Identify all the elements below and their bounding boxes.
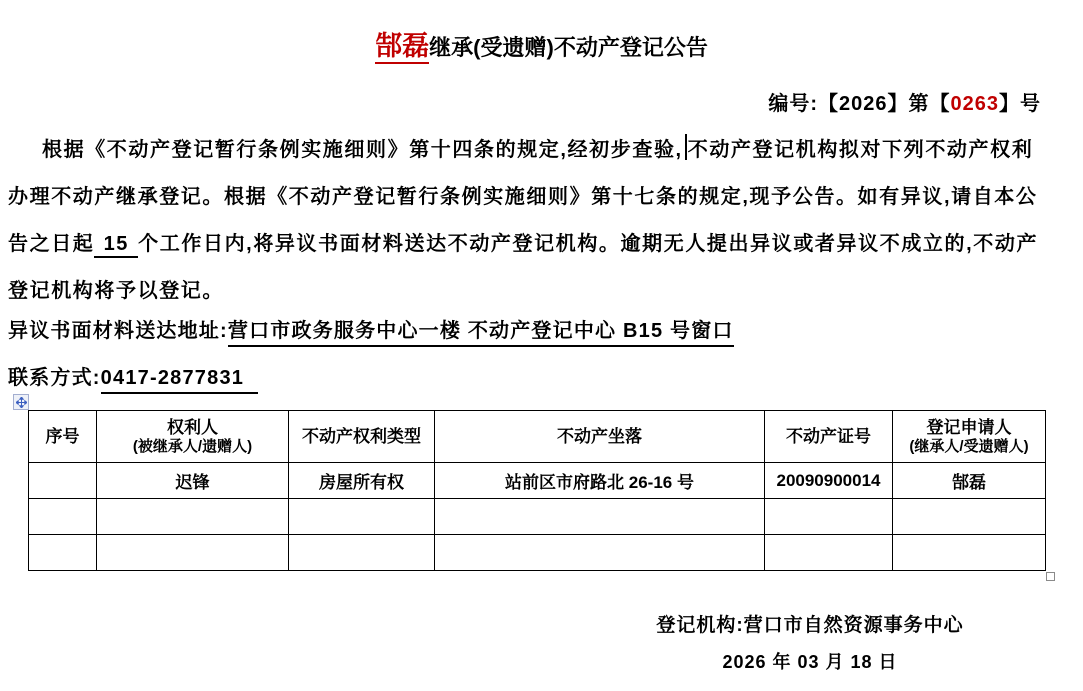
- cell-serial[interactable]: [29, 463, 97, 499]
- cell-right-type[interactable]: [289, 535, 435, 571]
- body-line-1-pre: 根据《不动产登记暂行条例实施细则》第十四条的规定,经初步查验,: [42, 139, 683, 161]
- cell-cert-number[interactable]: [765, 499, 893, 535]
- doc-number-prefix: 编号:【2026】第【: [768, 93, 951, 115]
- cell-applicant[interactable]: [893, 535, 1046, 571]
- doc-number-line[interactable]: [768, 87, 1041, 116]
- table-resize-icon[interactable]: [1046, 572, 1055, 581]
- objection-days-value: 15: [94, 233, 138, 258]
- body-line-4[interactable]: [8, 274, 1078, 303]
- cell-cert-number[interactable]: [765, 535, 893, 571]
- table-row: [29, 499, 1046, 535]
- header-cert-number[interactable]: 不动产证号: [765, 411, 893, 463]
- body-line-2-text: 办理不动产继承登记。根据《不动产登记暂行条例实施细则》第十七条的规定,现予公告。如有异议,请自本公: [8, 186, 1038, 208]
- table-header-row: [29, 411, 1046, 463]
- cell-right-type[interactable]: [289, 499, 435, 535]
- address-value: 营口市政务服务中心一楼 不动产登记中心 B15 号窗口: [228, 320, 734, 347]
- address-line[interactable]: [8, 314, 1078, 343]
- contact-label: 联系方式:: [8, 367, 101, 389]
- body-line-1[interactable]: [8, 133, 1078, 162]
- cell-location[interactable]: [435, 535, 765, 571]
- cell-cert-number[interactable]: 20090900014: [765, 463, 893, 499]
- header-applicant[interactable]: 登记申请人 (继承人/受遗赠人): [893, 411, 1046, 463]
- cell-right-type[interactable]: 房屋所有权: [289, 463, 435, 499]
- header-right-type[interactable]: 不动产权利类型: [289, 411, 435, 463]
- table-row: [29, 463, 1046, 499]
- address-label: 异议书面材料送达地址:: [8, 320, 228, 342]
- footer-block: [610, 610, 1010, 674]
- header-right-holder[interactable]: 权利人 (被继承人/遗赠人): [97, 411, 289, 463]
- registration-org[interactable]: 登记机构:营口市自然资源事务中心: [656, 615, 964, 636]
- header-serial[interactable]: 序号: [29, 411, 97, 463]
- title-rest: 继承(受遗赠)不动产登记公告: [429, 35, 708, 60]
- title-applicant-name: 郜磊: [375, 31, 429, 64]
- cell-right-holder[interactable]: [97, 499, 289, 535]
- page-title[interactable]: [0, 30, 1083, 64]
- cell-right-holder[interactable]: [97, 535, 289, 571]
- cell-right-holder[interactable]: 迟锋: [97, 463, 289, 499]
- table-row: [29, 535, 1046, 571]
- contact-line[interactable]: [8, 361, 1078, 390]
- doc-number-suffix: 】号: [999, 93, 1041, 115]
- body-line-4-text: 登记机构将予以登记。: [8, 280, 224, 302]
- move-arrows-icon: [16, 397, 27, 408]
- cell-applicant[interactable]: [893, 499, 1046, 535]
- table-move-icon[interactable]: [13, 394, 29, 410]
- body-line-3-post: 个工作日内,将异议书面材料送达不动产登记机构。逾期无人提出异议或者异议不成立的,不动产: [138, 233, 1039, 255]
- doc-number-value: 0263: [950, 93, 999, 115]
- contact-phone-value: 0417-2877831: [101, 367, 258, 394]
- cell-serial[interactable]: [29, 499, 97, 535]
- cell-serial[interactable]: [29, 535, 97, 571]
- body-line-1-post: 不动产登记机构拟对下列不动产权利: [687, 139, 1034, 161]
- body-line-3-pre: 告之日起: [8, 233, 95, 255]
- header-location[interactable]: 不动产坐落: [435, 411, 765, 463]
- registration-table: [28, 410, 1046, 571]
- text-cursor: [685, 134, 687, 160]
- cell-location[interactable]: 站前区市府路北 26-16 号: [435, 463, 765, 499]
- notice-date[interactable]: 2026 年 03 月 18 日: [722, 652, 898, 672]
- body-line-3[interactable]: [8, 227, 1078, 256]
- body-line-2[interactable]: [8, 180, 1078, 209]
- cell-location[interactable]: [435, 499, 765, 535]
- cell-applicant[interactable]: 郜磊: [893, 463, 1046, 499]
